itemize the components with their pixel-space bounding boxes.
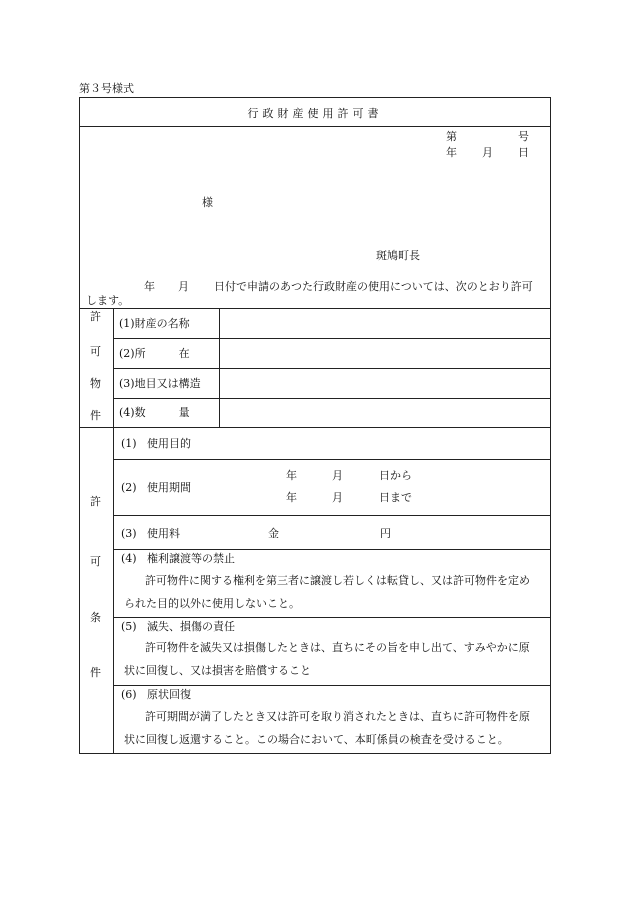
form-number: 第３号様式 xyxy=(79,82,134,95)
condition-divider-1 xyxy=(113,459,551,460)
condition-divider-3 xyxy=(113,549,551,550)
damage-line1: 許可物件を滅失又は損傷したときは、直ちにその旨を申し出て、すみやかに原 xyxy=(145,641,530,654)
property-label-char-1: 許 xyxy=(90,310,101,323)
condition-divider-5 xyxy=(113,685,551,686)
table-border-bottom xyxy=(79,753,551,754)
period-from-year: 年 xyxy=(286,469,297,482)
period-to-month: 月 xyxy=(332,491,343,504)
number-label: 第 xyxy=(446,130,457,143)
addressee-suffix: 様 xyxy=(202,196,213,209)
fee-title: 使用料 xyxy=(147,527,180,540)
purpose-title: 使用目的 xyxy=(147,437,191,450)
period-to-day: 日まで xyxy=(379,491,412,504)
period-from-month: 月 xyxy=(332,469,343,482)
transfer-line1: 許可物件に関する権利を第三者に譲渡し若しくは転貸し、又は許可物件を定め xyxy=(145,574,530,587)
restore-line2: 状に回復し返還すること。この場合において、本町係員の検査を受けること。 xyxy=(124,733,509,746)
property-row-divider-1 xyxy=(113,338,551,339)
intro-year: 年 xyxy=(144,280,155,293)
restore-num: (6) xyxy=(121,688,137,701)
intro-line1: 日付で申請のあつた行政財産の使用については、次のとおり許可 xyxy=(214,280,533,293)
number-suffix: 号 xyxy=(518,130,529,143)
conditions-label-char-3: 条 xyxy=(90,611,101,624)
property-label-char-2: 可 xyxy=(90,345,101,358)
property-quantity-label: (4)数 量 xyxy=(119,406,190,419)
property-name-label: (1)財産の名称 xyxy=(119,317,190,330)
restore-line1: 許可期間が満了したとき又は許可を取り消されたときは、直ちに許可物件を原 xyxy=(145,710,530,723)
title-divider xyxy=(79,126,551,127)
date-day: 日 xyxy=(518,146,529,159)
transfer-line2: られた目的以外に使用しないこと。 xyxy=(124,597,300,610)
property-label-char-3: 物 xyxy=(90,377,101,390)
issuer: 斑鳩町長 xyxy=(376,249,420,262)
period-from-day: 日から xyxy=(379,469,412,482)
property-label-char-4: 件 xyxy=(90,409,101,422)
table-border-right xyxy=(550,97,551,754)
label-column-divider xyxy=(113,308,114,754)
document-title: 行政財産使用許可書 xyxy=(247,107,383,120)
transfer-title: 権利譲渡等の禁止 xyxy=(147,552,235,565)
fee-num: (3) xyxy=(121,527,137,540)
intro-line2: します。 xyxy=(86,294,130,307)
restore-title: 原状回復 xyxy=(147,688,191,701)
property-row-divider-2 xyxy=(113,368,551,369)
damage-num: (5) xyxy=(121,620,137,633)
transfer-num: (4) xyxy=(121,552,137,565)
period-title: 使用期間 xyxy=(147,481,191,494)
period-to-year: 年 xyxy=(286,491,297,504)
property-location-label: (2)所 在 xyxy=(119,347,190,360)
condition-divider-4 xyxy=(113,617,551,618)
purpose-num: (1) xyxy=(121,437,137,450)
period-num: (2) xyxy=(121,481,137,494)
property-structure-label: (3)地目又は構造 xyxy=(119,377,201,390)
condition-divider-2 xyxy=(113,515,551,516)
conditions-label-char-2: 可 xyxy=(90,555,101,568)
damage-title: 滅失、損傷の責任 xyxy=(147,620,235,633)
table-border-top xyxy=(79,97,551,98)
damage-line2: 状に回復し、又は損害を賠償すること xyxy=(124,664,311,677)
conditions-top-divider xyxy=(79,427,551,428)
property-row-divider-3 xyxy=(113,398,551,399)
date-month: 月 xyxy=(482,146,493,159)
table-border-left xyxy=(79,97,80,754)
conditions-label-char-4: 件 xyxy=(90,666,101,679)
fee-unit: 円 xyxy=(380,527,391,540)
fee-currency: 金 xyxy=(268,527,279,540)
property-top-divider xyxy=(79,308,551,309)
intro-month: 月 xyxy=(178,280,189,293)
date-year: 年 xyxy=(446,146,457,159)
conditions-label-char-1: 許 xyxy=(90,495,101,508)
